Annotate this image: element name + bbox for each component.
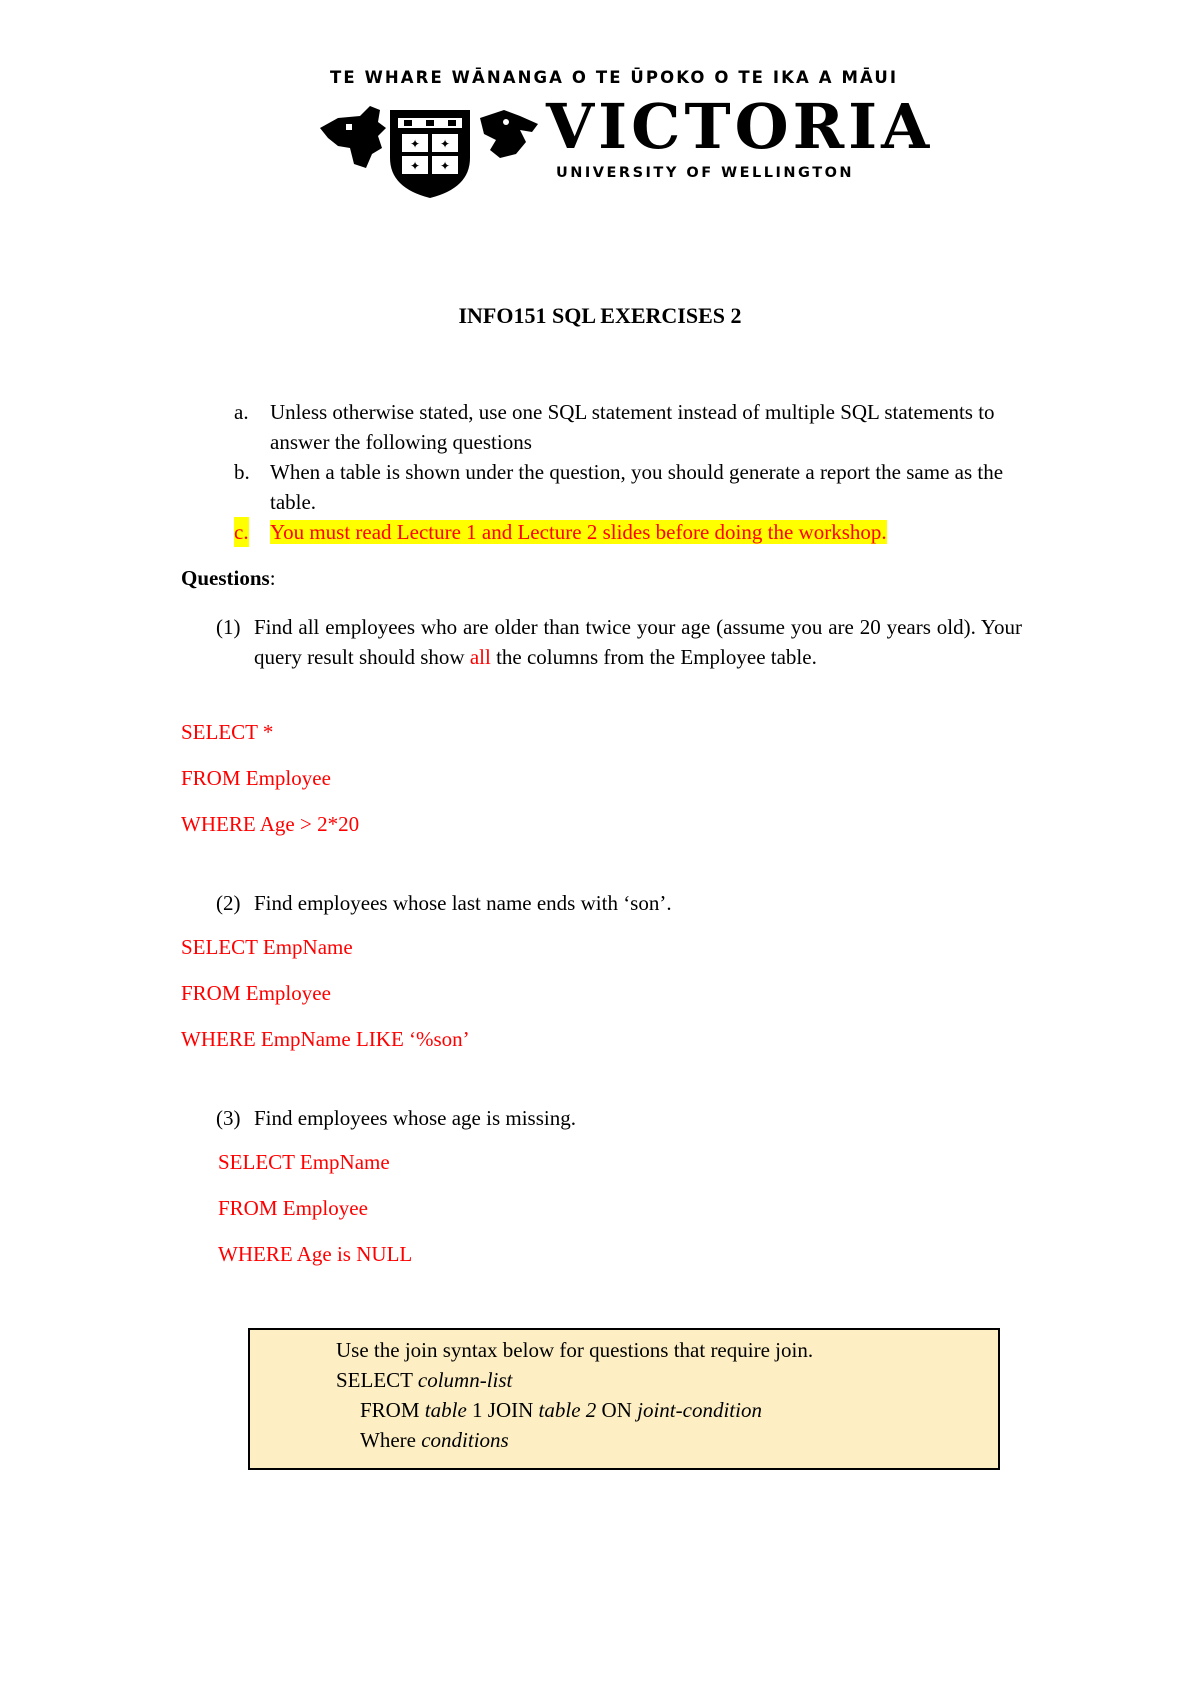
instruction-marker: a.	[234, 400, 249, 424]
svg-text:✦: ✦	[439, 159, 451, 173]
join-table1: table	[424, 1398, 467, 1422]
logo-university-subtitle: UNIVERSITY OF WELLINGTON	[556, 165, 855, 181]
page-title: INFO151 SQL EXERCISES 2	[458, 303, 742, 328]
sql-line: FROM Employee	[181, 766, 331, 790]
question-3	[216, 1103, 1022, 1133]
instruction-item	[234, 457, 1014, 517]
instructions-list	[234, 397, 1014, 547]
question-text: Find employees whose last name ends with ‘son’.	[254, 891, 672, 915]
question-text-part: Find all employees who are older than twice your age (assume you are 20 years old). Your query result should show	[254, 615, 1022, 669]
sql-line: SELECT EmpName	[218, 1150, 390, 1174]
instruction-marker: c.	[234, 517, 249, 547]
instruction-item	[234, 397, 1014, 457]
sql-line: WHERE Age > 2*20	[181, 812, 360, 836]
question-2	[216, 888, 1022, 918]
join-syntax-box	[248, 1328, 1000, 1470]
join-intro: Use the join syntax below for questions that require join.	[336, 1338, 814, 1362]
university-crest-icon	[320, 98, 550, 198]
logo-victoria-wordmark: VICTORIA	[546, 90, 934, 163]
join-from-keyword: FROM	[360, 1398, 425, 1422]
sql-line: WHERE Age is NULL	[218, 1242, 413, 1266]
join-keyword: 1 JOIN	[466, 1398, 539, 1422]
instruction-text: When a table is shown under the question, you should generate a report the same as the table.	[270, 460, 1004, 514]
join-select-line	[336, 1368, 512, 1393]
sql-line: SELECT EmpName	[181, 935, 353, 959]
join-from-line	[360, 1398, 762, 1423]
sql-line: WHERE EmpName LIKE ‘%son’	[181, 1027, 470, 1051]
svg-text:✦: ✦	[439, 137, 451, 151]
join-on-keyword: ON	[596, 1398, 638, 1422]
join-table2: table 2	[538, 1398, 597, 1422]
svg-text:✦: ✦	[409, 159, 421, 173]
sql-line: FROM Employee	[218, 1196, 368, 1220]
logo-maori-name: TE WHARE WĀNANGA O TE ŪPOKO O TE IKA A MĀUI	[330, 68, 899, 87]
instruction-text: Unless otherwise stated, use one SQL statement instead of multiple SQL statements to answer the following questions	[270, 400, 995, 454]
question-text	[216, 612, 1022, 672]
join-where-line	[360, 1428, 509, 1453]
join-condition: joint-condition	[637, 1398, 762, 1422]
question-marker: (2)	[216, 891, 241, 915]
question-text-part: the columns from the Employee table.	[490, 645, 817, 669]
join-select-keyword: SELECT	[336, 1368, 418, 1392]
join-where-arg: conditions	[421, 1428, 509, 1452]
join-where-keyword: Where	[360, 1428, 422, 1452]
svg-text:✦: ✦	[409, 137, 421, 151]
questions-heading	[181, 566, 276, 591]
instruction-marker: b.	[234, 460, 250, 484]
question-marker: (1)	[216, 615, 241, 639]
question-text-emphasis: all	[469, 645, 491, 669]
questions-heading-colon: :	[269, 566, 276, 590]
instruction-item-highlighted	[234, 517, 1014, 547]
question-marker: (3)	[216, 1106, 241, 1130]
instruction-text: You must read Lecture 1 and Lecture 2 slides before doing the workshop.	[270, 520, 887, 544]
sql-line: FROM Employee	[181, 981, 331, 1005]
questions-heading-label: Questions	[181, 566, 270, 590]
join-select-arg: column-list	[417, 1368, 513, 1392]
question-text: Find employees whose age is missing.	[254, 1106, 576, 1130]
sql-line: SELECT *	[181, 720, 274, 744]
university-logo	[320, 68, 934, 198]
question-1	[216, 612, 1022, 672]
